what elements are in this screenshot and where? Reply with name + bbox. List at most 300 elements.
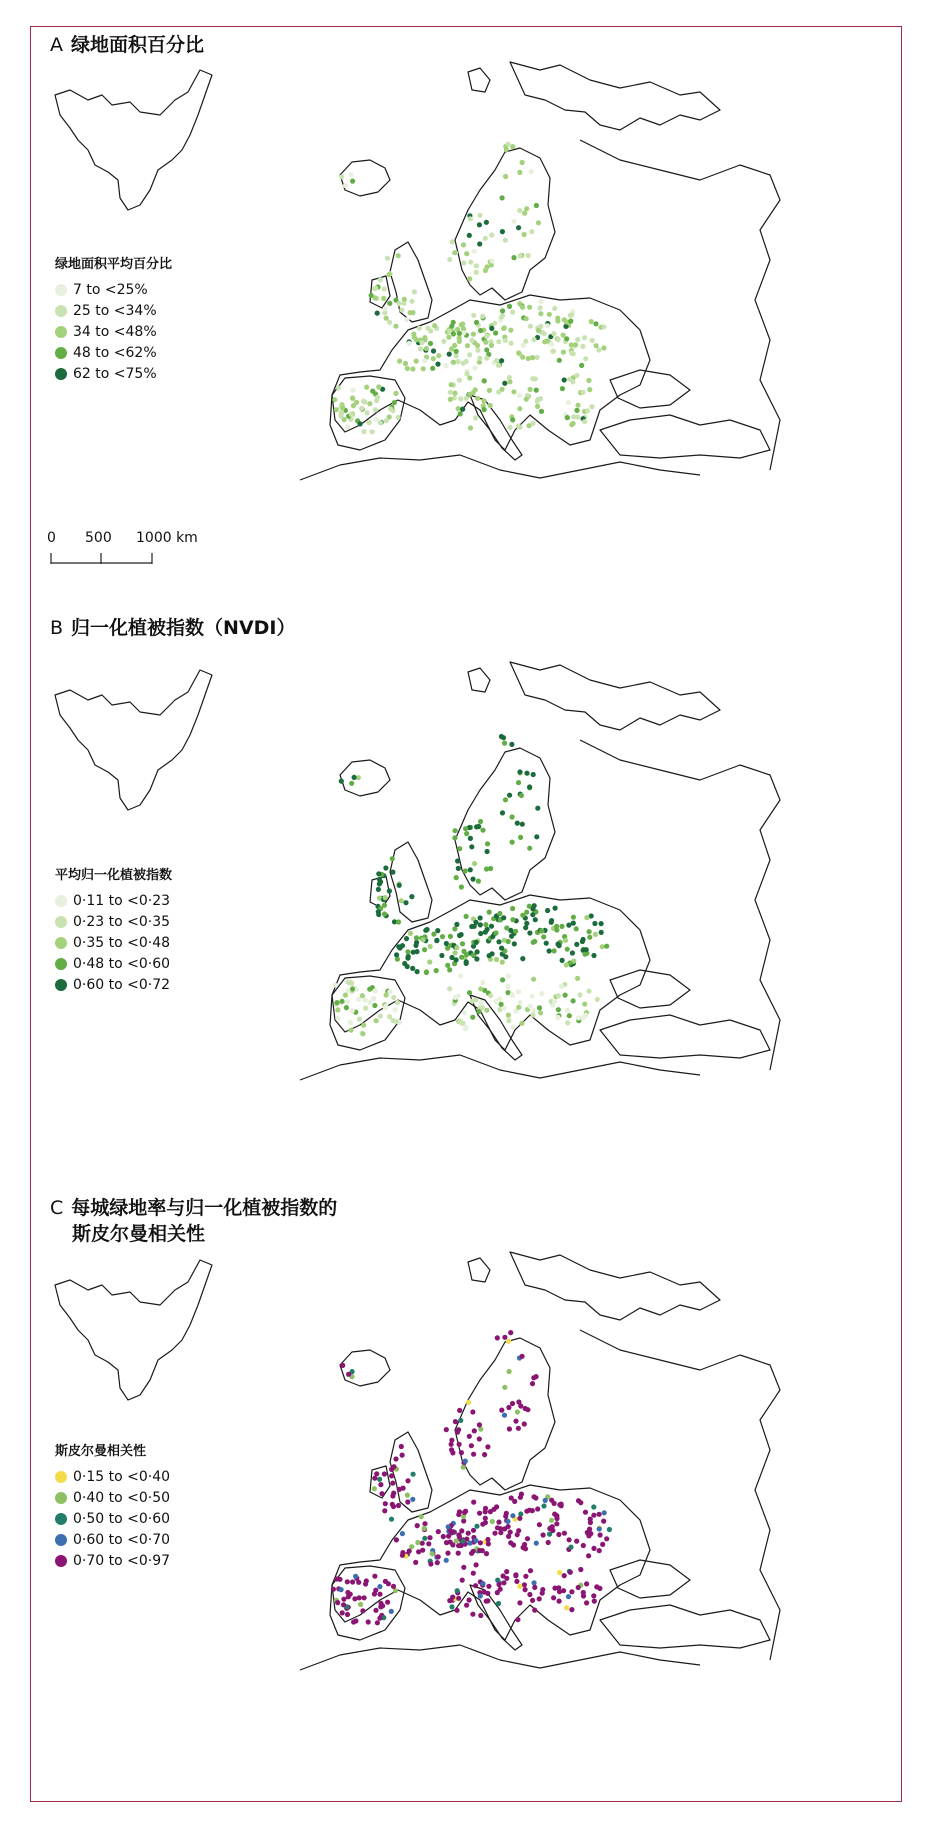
city-dot (530, 994, 535, 999)
city-dot (485, 1598, 490, 1603)
city-dot (382, 306, 387, 311)
city-dot (510, 144, 515, 149)
city-dot (584, 1581, 589, 1586)
city-dot (344, 1005, 349, 1010)
city-dot (592, 921, 597, 926)
city-dot (420, 1548, 425, 1553)
city-dot (509, 742, 514, 747)
city-dot (582, 335, 587, 340)
city-dot (599, 921, 604, 926)
city-dot (480, 980, 485, 985)
city-dot (449, 324, 454, 329)
city-dot (489, 326, 494, 331)
city-dot (471, 1452, 476, 1457)
legend-item (55, 911, 172, 932)
city-dot (461, 361, 466, 366)
city-dot (412, 289, 417, 294)
city-dot (537, 1005, 542, 1010)
city-dot (375, 1620, 380, 1625)
city-dot (503, 797, 508, 802)
city-dot (494, 957, 499, 962)
panel-title-text: 每城绿地率与归一化植被指数的 (71, 1197, 338, 1219)
legend-label: 0·11 to <0·23 (73, 892, 171, 909)
city-dot (496, 939, 501, 944)
legend-label: 34 to <48% (73, 323, 157, 340)
city-dot (525, 1407, 530, 1412)
city-dot (478, 1540, 483, 1545)
city-dot (478, 931, 483, 936)
city-dot (504, 1576, 509, 1581)
city-dot (485, 841, 490, 846)
city-dot (405, 964, 410, 969)
city-dot (447, 1598, 452, 1603)
city-dot (345, 424, 350, 429)
city-dot (430, 1551, 435, 1556)
city-dot (348, 1592, 353, 1597)
city-dot (441, 1534, 446, 1539)
city-dot (586, 378, 591, 383)
city-dot (531, 1008, 536, 1013)
city-dot (520, 913, 525, 918)
city-dot (415, 1540, 420, 1545)
city-dot (535, 1506, 540, 1511)
city-dot (431, 932, 436, 937)
city-dot (566, 1594, 571, 1599)
city-dot (483, 340, 488, 345)
city-dot (361, 1023, 366, 1028)
city-dot (390, 870, 395, 875)
city-dot (348, 1020, 353, 1025)
city-dot (597, 1512, 602, 1517)
coastline (510, 662, 720, 730)
city-dot (600, 944, 605, 949)
city-dot (588, 1517, 593, 1522)
city-dot (569, 312, 574, 317)
scale-bar (47, 530, 198, 569)
city-dot (530, 912, 535, 917)
city-dot (464, 961, 469, 966)
city-dot (366, 1619, 371, 1624)
city-dot (404, 317, 409, 322)
city-dot (580, 390, 585, 395)
city-dot (409, 299, 414, 304)
panel-c (0, 1190, 932, 1810)
city-dot (552, 1501, 557, 1506)
panel-c-title-line2: 斯皮尔曼相关性 (72, 1223, 206, 1245)
city-dot (435, 362, 440, 367)
city-dot (461, 1518, 466, 1523)
scale-bar-line (50, 553, 160, 565)
city-dot (534, 1374, 539, 1379)
city-dot (478, 922, 483, 927)
city-dot (331, 1587, 336, 1592)
city-dot (546, 1540, 551, 1545)
city-dot (574, 1539, 579, 1544)
city-dot (492, 1531, 497, 1536)
city-dot (591, 953, 596, 958)
city-dot (519, 1021, 524, 1026)
city-dot (377, 1584, 382, 1589)
city-dot (592, 1599, 597, 1604)
city-dot (420, 1541, 425, 1546)
city-dot (362, 997, 367, 1002)
city-dot (509, 814, 514, 819)
city-dot (494, 358, 499, 363)
city-dot (456, 406, 461, 411)
city-dot (495, 1525, 500, 1530)
city-dot (478, 328, 483, 333)
city-dot (384, 992, 389, 997)
legend-title: 斯皮尔曼相关性 (55, 1444, 147, 1459)
city-dot (391, 1584, 396, 1589)
scale-tick-0: 0 (47, 530, 56, 546)
city-dot (500, 229, 505, 234)
city-dot (428, 341, 433, 346)
city-dot (367, 1000, 372, 1005)
city-dot (475, 343, 480, 348)
city-dot (545, 323, 550, 328)
city-dot (538, 324, 543, 329)
city-dot (531, 977, 536, 982)
city-dot (483, 236, 488, 241)
city-dot (370, 429, 375, 434)
city-dot (593, 321, 598, 326)
city-dot (439, 953, 444, 958)
panel-b-title (50, 614, 296, 642)
city-dot (497, 911, 502, 916)
legend-item (55, 953, 172, 974)
city-dot (345, 1612, 350, 1617)
city-dot (520, 1354, 525, 1359)
city-dot (411, 1472, 416, 1477)
city-dot (393, 1007, 398, 1012)
city-dot (575, 403, 580, 408)
city-dot (459, 955, 464, 960)
city-dot (360, 1608, 365, 1613)
legend-label: 0·48 to <0·60 (73, 955, 171, 972)
city-dot (549, 1518, 554, 1523)
city-dot (397, 945, 402, 950)
city-dot (455, 1430, 460, 1435)
city-dot (478, 819, 483, 824)
legend-label: 0·60 to <0·70 (73, 1531, 171, 1548)
city-dot (464, 952, 469, 957)
city-dot (478, 915, 483, 920)
city-dot (334, 1000, 339, 1005)
city-dot (339, 414, 344, 419)
city-dot (506, 1339, 511, 1344)
coastline (468, 68, 490, 92)
city-dot (350, 1579, 355, 1584)
city-dot (339, 174, 344, 179)
city-dot (471, 313, 476, 318)
city-dot (538, 305, 543, 310)
city-dot (532, 939, 537, 944)
city-dot (550, 349, 555, 354)
city-dot (515, 821, 520, 826)
coastline (455, 748, 555, 900)
city-dot (602, 1510, 607, 1515)
city-dot (556, 993, 561, 998)
city-dot (448, 397, 453, 402)
city-dot (460, 941, 465, 946)
legend-swatch (55, 979, 67, 991)
city-dot (454, 875, 459, 880)
city-dot (376, 887, 381, 892)
panel-letter: A (50, 34, 63, 56)
city-dot (461, 260, 466, 265)
legend-c (55, 1440, 170, 1571)
city-dot (457, 1509, 462, 1514)
city-dot (496, 389, 501, 394)
city-dot (568, 319, 573, 324)
city-dot (556, 1585, 561, 1590)
city-dot (597, 1586, 602, 1591)
city-dot (400, 1531, 405, 1536)
city-dot (516, 1426, 521, 1431)
city-dot (484, 220, 489, 225)
city-dot (378, 1014, 383, 1019)
city-dot (569, 342, 574, 347)
city-dot (472, 249, 477, 254)
city-dot (525, 1536, 530, 1541)
city-dot (473, 415, 478, 420)
city-dot (487, 953, 492, 958)
city-dot (505, 984, 510, 989)
legend-swatch (55, 1492, 67, 1504)
city-dot (496, 1601, 501, 1606)
coastline (55, 670, 212, 810)
city-dot (463, 1459, 468, 1464)
city-dot (526, 356, 531, 361)
city-dot (404, 936, 409, 941)
city-dot (471, 1528, 476, 1533)
city-dot (350, 179, 355, 184)
city-dot (522, 1582, 527, 1587)
city-dot (524, 771, 529, 776)
city-dot (484, 334, 489, 339)
city-dot (528, 324, 533, 329)
panel-letter: C (50, 1197, 64, 1219)
city-dot (410, 366, 415, 371)
city-dot (522, 232, 527, 237)
city-dot (511, 219, 516, 224)
city-dot (445, 963, 450, 968)
city-dot (598, 1532, 603, 1537)
city-dot (483, 268, 488, 273)
panel-title-text: 绿地面积百分比 (71, 34, 205, 56)
city-dot (484, 356, 489, 361)
city-dot (367, 420, 372, 425)
city-dot (343, 993, 348, 998)
city-dot (490, 1519, 495, 1524)
city-dot (499, 946, 504, 951)
legend-label: 7 to <25% (73, 281, 148, 298)
city-dot (570, 950, 575, 955)
city-dot (576, 1015, 581, 1020)
city-dot (503, 954, 508, 959)
city-dot (565, 415, 570, 420)
city-dot (452, 926, 457, 931)
city-dot (461, 1565, 466, 1570)
city-dot (576, 1585, 581, 1590)
city-dot (482, 378, 487, 383)
city-dot (427, 1535, 432, 1540)
city-dot (396, 253, 401, 258)
city-dot (502, 741, 507, 746)
city-dot (467, 392, 472, 397)
legend-item (55, 1529, 170, 1550)
city-dot (339, 779, 344, 784)
city-dot (467, 276, 472, 281)
city-dot (413, 943, 418, 948)
city-dot (458, 973, 463, 978)
city-dot (421, 937, 426, 942)
city-dot (545, 338, 550, 343)
city-dot (582, 952, 587, 957)
city-dot (459, 932, 464, 937)
city-dot (540, 1587, 545, 1592)
city-dot (410, 1497, 415, 1502)
city-dot (516, 780, 521, 785)
city-dot (482, 407, 487, 412)
city-dot (378, 277, 383, 282)
city-dot (447, 967, 452, 972)
city-dot (522, 1542, 527, 1547)
city-dot (582, 1002, 587, 1007)
city-dot (567, 1013, 572, 1018)
city-dot (503, 174, 508, 179)
legend-item (55, 1508, 170, 1529)
legend-swatch (55, 326, 67, 338)
city-dot (506, 974, 511, 979)
city-dot (340, 999, 345, 1004)
legend-swatch (55, 1555, 67, 1567)
legend-label: 0·23 to <0·35 (73, 913, 171, 930)
city-dot (373, 988, 378, 993)
city-dot (601, 1519, 606, 1524)
coastline (470, 395, 522, 460)
city-dot (538, 396, 543, 401)
city-dot (508, 328, 513, 333)
legend-label: 48 to <62% (73, 344, 157, 361)
city-dot (373, 1608, 378, 1613)
city-dot (541, 1532, 546, 1537)
coastline (580, 740, 780, 1070)
city-dot (364, 410, 369, 415)
city-dot (530, 376, 535, 381)
city-dot (554, 1521, 559, 1526)
legend-label: 25 to <34% (73, 302, 157, 319)
coastline (340, 1350, 390, 1386)
city-dot (379, 1491, 384, 1496)
city-dot (504, 1569, 509, 1574)
city-dot (507, 1426, 512, 1431)
city-dot (469, 1443, 474, 1448)
city-dot (575, 415, 580, 420)
city-dot (345, 988, 350, 993)
city-dot (414, 359, 419, 364)
city-dot (563, 993, 568, 998)
city-dot (510, 906, 515, 911)
city-dot (591, 1504, 596, 1509)
legend-swatch (55, 284, 67, 296)
city-dot (340, 405, 345, 410)
city-dot (504, 147, 509, 152)
city-dot (463, 826, 468, 831)
city-dot (528, 387, 533, 392)
city-dot (428, 328, 433, 333)
city-dot (551, 331, 556, 336)
coastline (330, 976, 405, 1050)
city-dot (583, 1013, 588, 1018)
city-dot (469, 844, 474, 849)
city-dot (426, 1541, 431, 1546)
city-dot (450, 1450, 455, 1455)
city-dot (599, 930, 604, 935)
city-dot (483, 1506, 488, 1511)
city-dot (495, 1335, 500, 1340)
panel-title-text: 归一化植被指数（NVDI） (71, 617, 296, 639)
city-dot (591, 1546, 596, 1551)
city-dot (443, 363, 448, 368)
legend-item (55, 342, 172, 363)
coastline (332, 895, 650, 1050)
city-dot (358, 1602, 363, 1607)
city-dot (587, 929, 592, 934)
city-dot (382, 911, 387, 916)
city-dot (547, 948, 552, 953)
city-dot (503, 1514, 508, 1519)
city-dot (440, 934, 445, 939)
city-dot (551, 1595, 556, 1600)
city-dot (501, 1580, 506, 1585)
city-dot (456, 866, 461, 871)
city-dot (454, 1608, 459, 1613)
city-dot (518, 835, 523, 840)
city-dot (502, 1335, 507, 1340)
panel-a (0, 0, 932, 590)
city-dot (509, 341, 514, 346)
city-dot (571, 915, 576, 920)
city-dot (357, 1017, 362, 1022)
city-dot (489, 343, 494, 348)
city-dot (520, 956, 525, 961)
legend-swatch (55, 1471, 67, 1483)
city-dot (576, 1498, 581, 1503)
city-dot (377, 1477, 382, 1482)
city-dot (591, 1513, 596, 1518)
city-dot (528, 1004, 533, 1009)
city-dot (457, 1442, 462, 1447)
city-dot (496, 339, 501, 344)
city-dot (565, 947, 570, 952)
city-dot (530, 1598, 535, 1603)
city-dot (430, 366, 435, 371)
city-dot (400, 1453, 405, 1458)
city-dot (387, 320, 392, 325)
city-dot (507, 304, 512, 309)
city-dot (574, 942, 579, 947)
city-dot (395, 957, 400, 962)
city-dot (484, 1551, 489, 1556)
city-dot (457, 339, 462, 344)
legend-item (55, 363, 172, 384)
city-dot (452, 835, 457, 840)
city-dot (473, 997, 478, 1002)
city-dot (389, 1609, 394, 1614)
city-dot (506, 1013, 511, 1018)
